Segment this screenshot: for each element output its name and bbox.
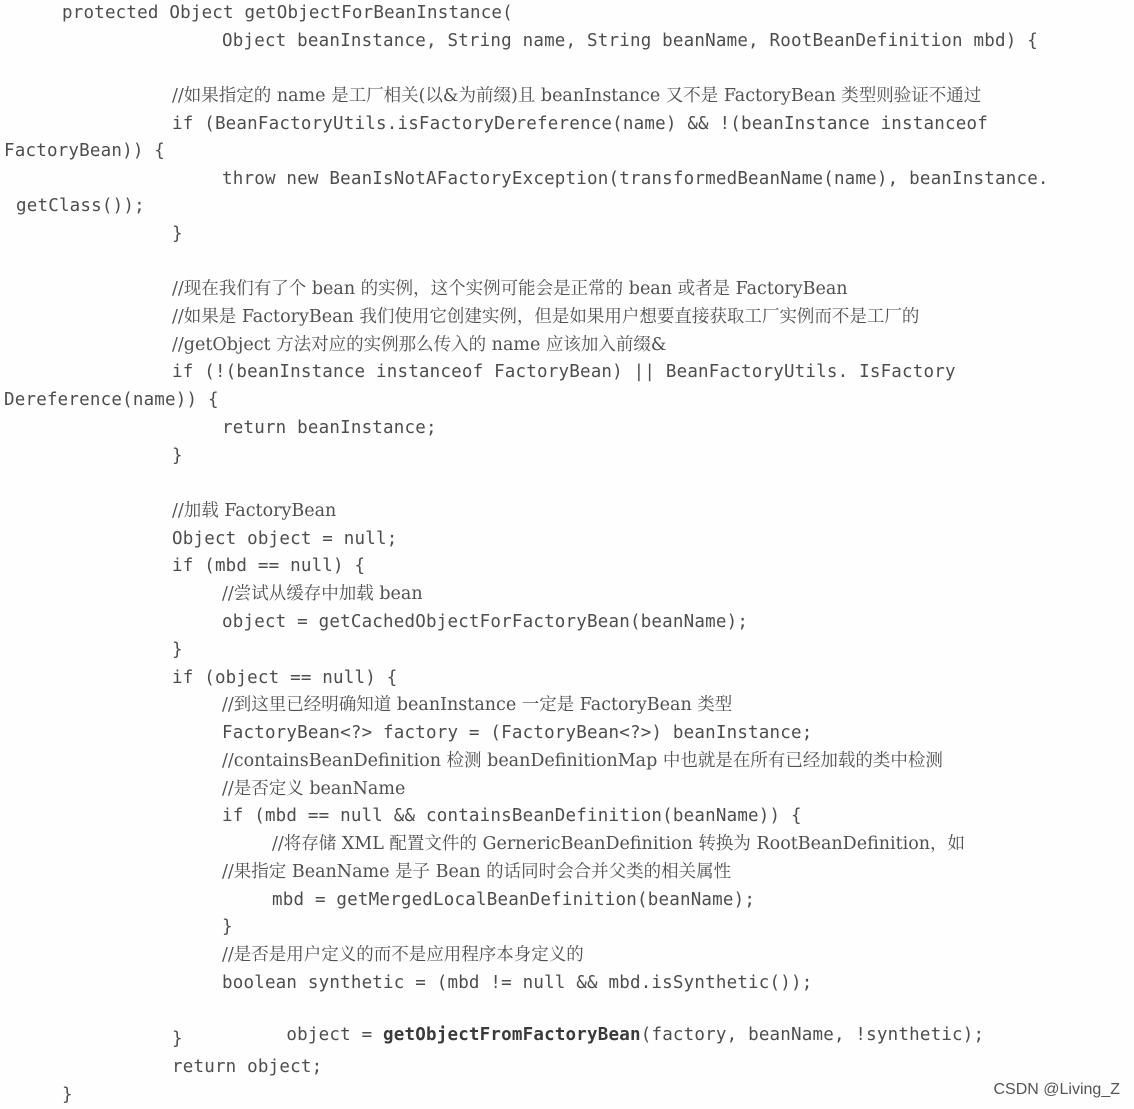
code-line-close-brace: }	[172, 1029, 183, 1049]
code-line-merged-definition: mbd = getMergedLocalBeanDefinition(beanName);	[272, 890, 756, 910]
code-comment-line: //果指定 BeanName 是子 Bean 的话同时会合并父类的相关属性	[222, 862, 732, 882]
code-line-method-signature: protected Object getObjectForBeanInstance(	[62, 3, 513, 23]
code-comment-line: //将存储 XML 配置文件的 GernericBeanDefinition 转换为 RootBeanDefinition，如	[272, 834, 966, 854]
code-line-parameters: Object beanInstance, String name, String beanName, RootBeanDefinition mbd) {	[222, 31, 1038, 51]
code-line-if-object-null: if (object == null) {	[172, 668, 398, 688]
get-object-from-factory-method: getObjectFromFactoryBean	[383, 1025, 641, 1045]
object-assignment-arguments: (factory, beanName, !synthetic);	[640, 1025, 985, 1045]
code-line-wrapped-factorybean: FactoryBean)) {	[4, 141, 166, 161]
code-line-if-not-factorybean: if (!(beanInstance instanceof FactoryBean) || BeanFactoryUtils. IsFactory	[172, 362, 956, 382]
code-line-factory-cast: FactoryBean<?> factory = (FactoryBean<?>) beanInstance;	[222, 723, 813, 743]
code-comment-line: //是否是用户定义的而不是应用程序本身定义的	[222, 945, 584, 965]
code-comment-line: //containsBeanDefinition 检测 beanDefinitionMap 中也就是在所有已经加载的类中检测	[222, 751, 943, 771]
code-comment-line: //加载 FactoryBean	[172, 501, 337, 521]
code-line-wrapped-dereference: Dereference(name)) {	[4, 390, 219, 410]
code-line-method-close-brace: }	[62, 1085, 73, 1105]
code-line-if-contains-definition: if (mbd == null && containsBeanDefinition(beanName)) {	[222, 806, 802, 826]
code-line-synthetic: boolean synthetic = (mbd != null && mbd.isSynthetic());	[222, 973, 813, 993]
code-line-if-mbd-null: if (mbd == null) {	[172, 556, 366, 576]
code-line-return-object: return object;	[172, 1057, 323, 1077]
code-line-close-brace: }	[222, 917, 233, 937]
code-line-wrapped-getclass: getClass());	[16, 196, 145, 216]
object-assignment-prefix: object =	[286, 1025, 384, 1045]
code-line-return-bean: return beanInstance;	[222, 418, 437, 438]
code-line-close-brace: }	[172, 224, 183, 244]
code-comment-line: //到这里已经明确知道 beanInstance 一定是 FactoryBean 类型	[222, 695, 733, 715]
code-comment-line: //尝试从缓存中加载 bean	[222, 584, 423, 604]
code-comment-line: //现在我们有了个 bean 的实例，这个实例可能会是正常的 bean 或者是 FactoryBean	[172, 279, 848, 299]
code-comment-line: //getObject 方法对应的实例那么传入的 name 应该加入前缀&	[172, 335, 667, 355]
code-comment-line: //如果指定的 name 是工厂相关(以&为前缀)且 beanInstance 又不是 FactoryBean 类型则验证不通过	[172, 86, 982, 106]
code-line-cached-object: object = getCachedObjectForFactoryBean(beanName);	[222, 612, 749, 632]
csdn-watermark: CSDN @Living_Z	[993, 1081, 1120, 1098]
code-line-close-brace: }	[172, 640, 183, 660]
code-line-throw: throw new BeanIsNotAFactoryException(transformedBeanName(name), beanInstance.	[222, 169, 1049, 189]
code-comment-line: //如果是 FactoryBean 我们使用它创建实例，但是如果用户想要直接获取工厂实例而不是工厂的	[172, 307, 920, 327]
code-line-object-null: Object object = null;	[172, 529, 398, 549]
code-line-close-brace: }	[172, 446, 183, 466]
code-line-if-dereference: if (BeanFactoryUtils.isFactoryDereference(name) && !(beanInstance instanceof	[172, 114, 988, 134]
code-line-object-from-factory	[222, 999, 985, 1045]
code-comment-line: //是否定义 beanName	[222, 779, 406, 799]
